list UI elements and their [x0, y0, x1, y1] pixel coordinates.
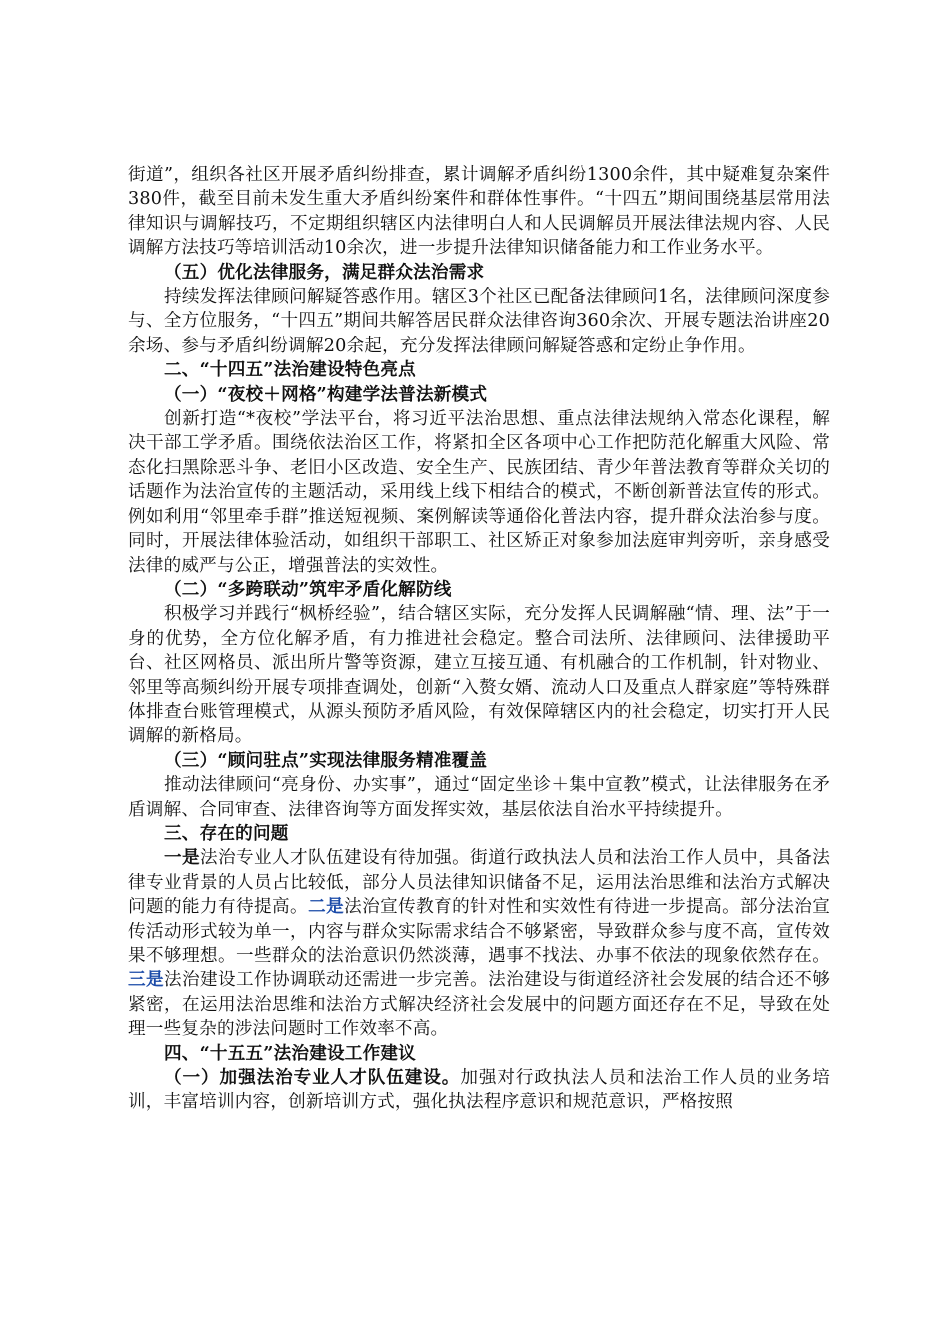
document-page: [128, 163, 830, 1115]
problem-two-text: 法治宣传教育的针对性和实效性有待进一步提高。部分法治宣传活动形式较为单一，内容与群众实际需求结合不够紧密，导致群众参与度不高，宣传效果不够理想。一些群众的法治意识仍然淡薄，遇事不找法、办事不依法的现象依然存在。: [128, 897, 830, 966]
heading-section-four: 四、“十五五”法治建设工作建议: [164, 1042, 416, 1064]
paragraph-multi-linkage: 积极学习并践行“枫桥经验”，结合辖区实际，充分发挥人民调解融“情、理、法”于一身的优势，全方位化解矛盾，有力推进社会稳定。整合司法所、法律顾问、法律援助平台、社区网格员、派出所片警等资源，建立互接互通、有机融合的工作机制，针对物业、邻里等高频纠纷开展专项排查调处，创新“入赘女婿、流动人口及重点人群家庭”等特殊群体排查台账管理模式，从源头预防矛盾风险，有效保障辖区内的社会稳定，切实打开人民调解的新格局。: [128, 604, 830, 747]
paragraph-problems: [128, 846, 830, 1041]
paragraph-night-school: 创新打造“*夜校”学法平台，将习近平法治思想、重点法律法规纳入常态化课程，解决干部工学矛盾。围绕依法治区工作，将紧扣全区各项中心工作把防范化解重大风险、常态化扫黑除恶斗争、老旧小区改造、安全生产、民族团结、青少年普法教育等群众关切的话题作为法治宣传的主题活动，采用线上线下相结合的模式，不断创新普法宣传的形式。例如利用“邻里牵手群”推送短视频、案例解读等通俗化普法内容，提升群众法治参与度。同时，开展法律体验活动，如组织干部职工、社区矫正对象参加法庭审判旁听，亲身感受法律的威严与公正，增强普法的实效性。: [128, 409, 830, 576]
paragraph-legal-advisor: 持续发挥法律顾问解疑答惑作用。辖区3个社区已配备法律顾问1名，法律顾问深度参与、全方位服务，“十四五”期间共解答居民群众法律咨询360余次、开展专题法治讲座20余场、参与矛盾纠纷调解20余起，充分发挥法律顾问解疑答惑和定纷止争作用。: [128, 287, 830, 356]
problem-two-marker: 二是: [308, 896, 345, 918]
heading-multi-linkage: （二）“多跨联动”筑牢矛盾化解防线: [164, 578, 452, 600]
heading-section-three: 三、存在的问题: [164, 822, 289, 844]
heading-section-two: 二、“十四五”法治建设特色亮点: [164, 359, 416, 381]
paragraph-suggestion-one: [128, 1066, 830, 1115]
problem-one-text: 法治专业人才队伍建设有待加强。街道行政执法人员和法治工作人员中，具备法律专业背景的人员占比较低，部分人员法律知识储备不足，运用法治思维和法治方式解决问题的能力有待提高。: [128, 848, 830, 918]
heading-night-school: （一）“夜校＋网格”构建学法普法新模式: [164, 383, 488, 405]
suggestion-one-heading: （一）加强法治专业人才队伍建设。: [164, 1067, 461, 1089]
heading-advisor-station: （三）“顾问驻点”实现法律服务精准覆盖: [164, 749, 488, 771]
problem-three-marker: 三是: [128, 969, 165, 991]
problem-three-text: 法治建设工作协调联动还需进一步完善。法治建设与街道经济社会发展的结合还不够紧密，在运用法治思维和法治方式解决经济社会发展中的问题方面还存在不足，导致在处理一些复杂的涉法问题时工作效率不高。: [128, 970, 830, 1040]
paragraph-advisor-station: 推动法律顾问“亮身份、办实事”，通过“固定坐诊＋集中宣教”模式，让法律服务在矛盾调解、合同审查、法律咨询等方面发挥实效，基层依法自治水平持续提升。: [128, 775, 830, 820]
paragraph-mediation: 街道”，组织各社区开展矛盾纠纷排查，累计调解矛盾纠纷1300余件，其中疑难复杂案件380件，截至目前未发生重大矛盾纠纷案件和群体性事件。“十四五”期间围绕基层常用法律知识与调解技巧，不定期组织辖区内法律明白人和人民调解员开展法律法规内容、人民调解方法技巧等培训活动10余次，进一步提升法律知识储备能力和工作业务水平。: [128, 165, 830, 259]
suggestion-one-text: 加强对行政执法人员和法治工作人员的业务培训，丰富培训内容，创新培训方式，强化执法程序意识和规范意识，严格按照: [128, 1068, 830, 1113]
heading-legal-services: （五）优化法律服务，满足群众法治需求: [164, 261, 485, 283]
problem-one-marker: 一是: [164, 847, 201, 869]
